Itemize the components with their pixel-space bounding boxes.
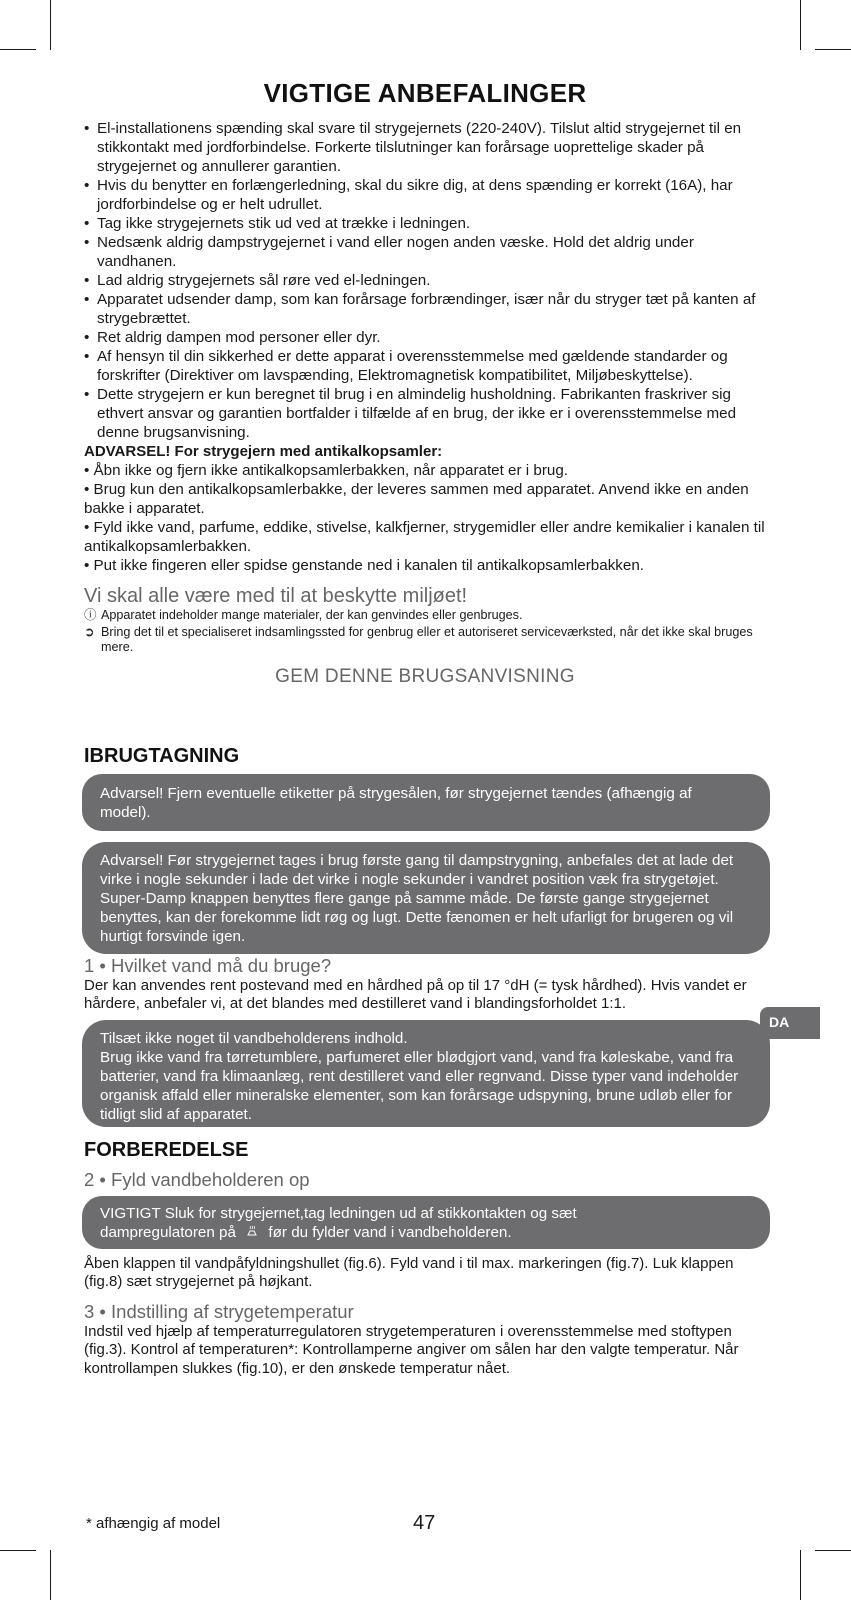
- important-line1: VIGTIGT Sluk for strygejernet,tag ledningen ud af stikkontakten og sæt: [100, 1204, 577, 1222]
- list-item: • Fyld ikke vand, parfume, eddike, stivelse, kalkfjerner, strygemidler eller andre kemikalier i kanalen til antikalkopsamlerbakken.: [84, 519, 765, 555]
- warning-list: [84, 461, 766, 575]
- list-item: • Dette strygejern er kun beregnet til brug i en almindelig husholdning. Fabrikanten fraskriver sig ethvert ansvar og garantien bortfalder i tilfælde af en brug, der ikke er i overensstemmelse med denne brugsanvisning.: [84, 385, 766, 442]
- crop-mark: [50, 0, 51, 50]
- info-icon: ⓘ: [84, 608, 97, 622]
- list-item: • Put ikke fingeren eller spidse genstande ned i kanalen til antikalkopsamlerbakken.: [84, 557, 644, 574]
- disposal-note-text: Bring det til et specialiseret indsamlingssted for genbrug eller et autoriseret serviceværksted, når det ikke skal bruges mere.: [101, 624, 753, 654]
- recommendations-list: [84, 119, 766, 442]
- disposal-note: [84, 625, 766, 656]
- list-item: • Brug kun den antikalkopsamlerbakke, der leveres sammen med apparatet. Anvend ikke en anden bakke i apparatet.: [84, 481, 749, 517]
- steam-off-icon: [245, 1223, 259, 1242]
- recycle-note: [84, 608, 766, 624]
- step-2-title: 2 • Fyld vandbeholderen op: [84, 1168, 310, 1190]
- warning-box-first-use: [82, 842, 770, 954]
- environment-heading: Vi skal alle være med til at beskytte miljøet!: [84, 585, 468, 607]
- crop-mark: [50, 1550, 51, 1600]
- step-3-title: 3 • Indstilling af strygetemperatur: [84, 1300, 354, 1322]
- important-line2: dampregulatoren på før du fylder vand i vandbeholderen.: [100, 1223, 512, 1241]
- crop-mark: [815, 1550, 851, 1551]
- list-item: • Hvis du benytter en forlængerledning, skal du sikre dig, at dens spænding er korrekt (16A), har jordforbindelse og er helt udrullet.: [84, 176, 766, 214]
- warning-box-text: Advarsel! Fjern eventuelle etiketter på strygesålen, før strygejernet tændes (afhængig af model).: [100, 784, 692, 821]
- list-item: • Tag ikke strygejernets stik ud ved at trække i ledningen.: [84, 214, 766, 233]
- water-warning-line1: Tilsæt ikke noget til vandbeholderens indhold.: [100, 1029, 408, 1047]
- step-3-text: Indstil ved hjælp af temperaturregulatoren strygetemperaturen i overensstemmelse med stoftypen (fig.3). Kontrol af temperaturen*: Kontrollamperne angiver om sålen har den valgte temperatur. Når kontrollampen slukkes (fig.10), er den ønskede temperatur nået.: [84, 1322, 739, 1377]
- step-1-text: Der kan anvendes rent postevand med en hårdhed på op til 17 °dH (= tysk hårdhed). Hvis vandet er hårdere, anbefaler vi, at det blandes med destilleret vand i blandingsforholdet 1:1.: [84, 976, 747, 1012]
- warning-box-text: Advarsel! Før strygejernet tages i brug første gang til dampstrygning, anbefales det at lade det virke i nogle sekunder i lade det virke i nogle sekunder i vandret position væk fra strygetøjet. Super-Damp knappen benyttes flere gange på samme måde. De første gange strygejernet benyttes, kan der forekomme lidt røg og lugt. Dette fænomen er helt ufarligt for brugeren og vil hurtigt forsvinde igen.: [100, 851, 734, 945]
- arrow-icon: ➲: [84, 624, 95, 639]
- crop-mark: [800, 0, 801, 50]
- recycle-note-text: Apparatet indeholder mange materialer, der kan genvindes eller genbruges.: [101, 608, 523, 622]
- crop-mark: [0, 49, 36, 50]
- list-item: • Af hensyn til din sikkerhed er dette apparat i overensstemmelse med gældende standarder og forskrifter (Direktiver om lavspænding, Elektromagnetisk kompatibilitet, Miljøbeskyttelse).: [84, 347, 766, 385]
- manual-page: [84, 78, 766, 1378]
- step-2-text: Åben klappen til vandpåfyldningshullet (fig.6). Fyld vand i til max. markeringen (fig.7). Luk klappen (fig.8) sæt strygejernet på højkant.: [84, 1254, 734, 1290]
- keep-manual-notice: GEM DENNE BRUGSANVISNING: [275, 665, 575, 687]
- section-title-forberedelse: FORBEREDELSE: [84, 1138, 249, 1161]
- warning-heading: ADVARSEL! For strygejern med antikalkopsamler:: [84, 443, 443, 460]
- list-item: • Nedsænk aldrig dampstrygejernet i vand eller nogen anden væske. Hold det aldrig under vandhanen.: [84, 233, 766, 271]
- list-item: • Apparatet udsender damp, som kan forårsage forbrændinger, især når du stryger tæt på kanten af strygebrættet.: [84, 290, 766, 328]
- page-number: 47: [413, 1512, 436, 1534]
- crop-mark: [815, 49, 851, 50]
- language-tab: DA: [760, 1007, 820, 1039]
- list-item: • Åbn ikke og fjern ikke antikalkopsamlerbakken, når apparatet er i brug.: [84, 462, 568, 479]
- list-item: • El-installationens spænding skal svare til strygejernets (220-240V). Tilslut altid strygejernet til en stikkontakt med jordforbindelse. Forkerte tilslutninger kan forårsage uoprettelige skader på strygejernet og annullerer garantien.: [84, 119, 766, 176]
- crop-mark: [800, 1550, 801, 1600]
- section-title-ibrugtagning: IBRUGTAGNING: [84, 744, 240, 767]
- list-item: • Lad aldrig strygejernets sål røre ved el-ledningen.: [84, 271, 766, 290]
- crop-mark: [0, 1550, 36, 1551]
- water-warning-box: [82, 1020, 770, 1127]
- step-1-title: 1 • Hvilket vand må du bruge?: [84, 954, 332, 976]
- page-title: VIGTIGE ANBEFALINGER: [263, 78, 587, 108]
- warning-box-labels: [82, 774, 770, 831]
- footnote: * afhængig af model: [86, 1515, 221, 1532]
- water-warning-line2: Brug ikke vand fra tørretumblere, parfumeret eller blødgjort vand, vand fra køleskabe, vand fra batterier, vand fra klimaanlæg, rent destilleret vand eller regnvand. Disse typer vand indeholder organisk affald eller mineralske elementer, som kan forårsage udspyning, brune udløb eller for tidligt slid af apparatet.: [100, 1048, 739, 1123]
- important-box: [82, 1196, 770, 1249]
- list-item: • Ret aldrig dampen mod personer eller dyr.: [84, 328, 766, 347]
